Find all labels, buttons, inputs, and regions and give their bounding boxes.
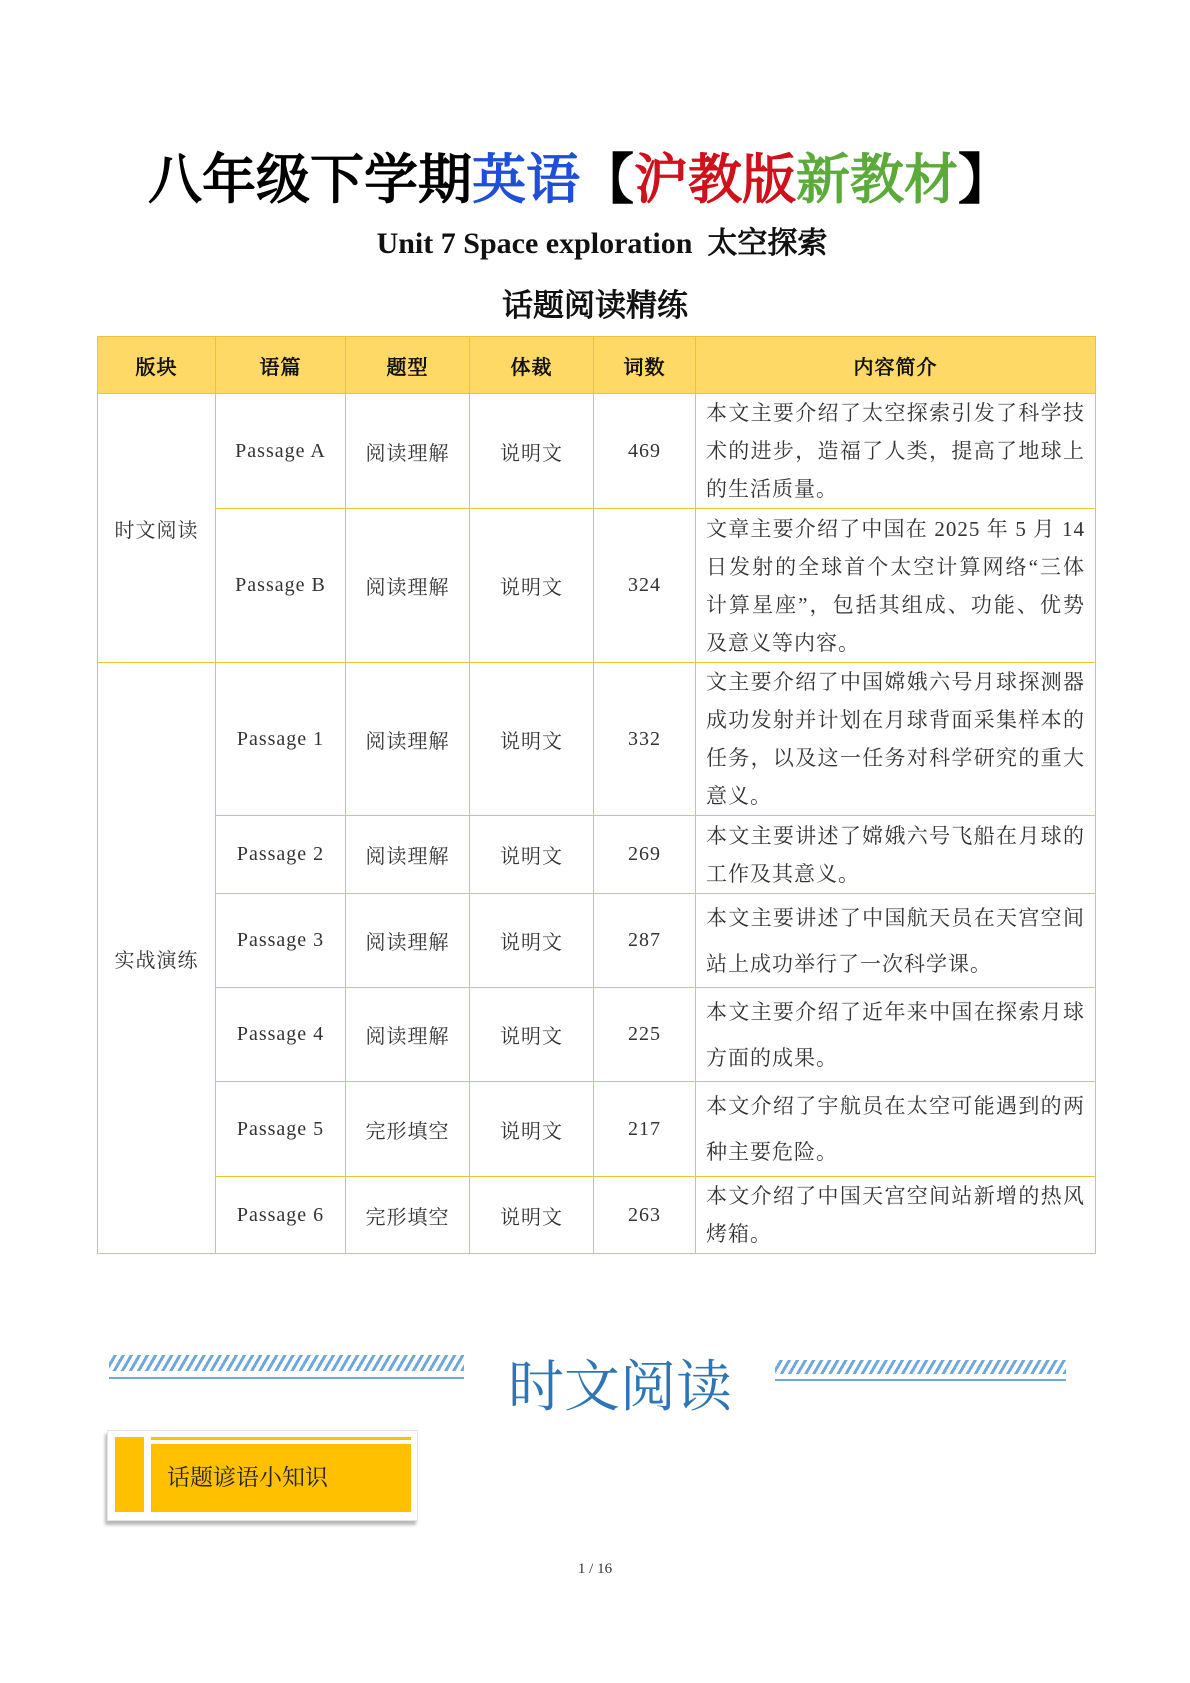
summary-cell: 本文主要介绍了近年来中国在探索月球方面的成果。: [696, 988, 1096, 1082]
box-label: 话题谚语小知识: [167, 1465, 328, 1490]
word-count-cell: 332: [594, 663, 696, 816]
banner-right-rule: [775, 1379, 1066, 1381]
genre-cell: 说明文: [470, 894, 594, 988]
summary-cell: 本文主要介绍了太空探索引发了科学技术的进步，造福了人类，提高了地球上的生活质量。: [696, 394, 1096, 509]
summary-cell: 文章主要介绍了中国在 2025 年 5 月 14 日发射的全球首个太空计算网络“三体计算星座”，包括其组成、功能、优势及意义等内容。: [696, 509, 1096, 663]
word-count-cell: 217: [594, 1082, 696, 1177]
topic-proverb-box: [107, 1430, 418, 1521]
column-header-summary: 内容简介: [696, 337, 1096, 394]
genre-cell: 说明文: [470, 816, 594, 894]
title-bracket-open: 【: [580, 148, 634, 211]
passage-cell: Passage 3: [216, 894, 346, 988]
task-type-cell: 阅读理解: [346, 894, 470, 988]
banner-left-stripes: [109, 1355, 464, 1371]
summary-cell: 本文介绍了中国天宫空间站新增的热风烤箱。: [696, 1177, 1096, 1254]
task-type-cell: 阅读理解: [346, 988, 470, 1082]
title-bracket-close: 】: [958, 148, 1012, 211]
task-type-cell: 阅读理解: [346, 509, 470, 663]
table-row: [98, 816, 1096, 894]
table-row: [98, 1082, 1096, 1177]
task-type-cell: 阅读理解: [346, 816, 470, 894]
document-title: [0, 144, 1160, 216]
title-publisher: 沪教版: [634, 148, 796, 211]
title-subject: 英语: [472, 148, 580, 211]
word-count-cell: 225: [594, 988, 696, 1082]
table-row: [98, 663, 1096, 816]
box-accent-strip: [115, 1437, 144, 1512]
table-row: [98, 509, 1096, 663]
genre-cell: 说明文: [470, 1082, 594, 1177]
passage-cell: Passage 2: [216, 816, 346, 894]
passage-cell: Passage 5: [216, 1082, 346, 1177]
box-top-rule: [151, 1437, 411, 1440]
genre-cell: 说明文: [470, 509, 594, 663]
task-type-cell: 完形填空: [346, 1082, 470, 1177]
column-header-passage: 语篇: [216, 337, 346, 394]
overview-heading: 话题阅读精练: [502, 288, 688, 324]
table-row: [98, 988, 1096, 1082]
section-group-cell: 时文阅读: [98, 394, 216, 663]
table-row: [98, 894, 1096, 988]
box-label-panel: [151, 1444, 411, 1512]
passage-cell: Passage 4: [216, 988, 346, 1082]
word-count-cell: 269: [594, 816, 696, 894]
word-count-cell: 263: [594, 1177, 696, 1254]
passage-overview-table: [97, 336, 1096, 1254]
title-new-textbook: 新教材: [796, 148, 958, 211]
task-type-cell: 完形填空: [346, 1177, 470, 1254]
passage-cell: Passage 6: [216, 1177, 346, 1254]
banner-left-rule: [109, 1377, 464, 1379]
task-type-cell: 阅读理解: [346, 663, 470, 816]
summary-cell: 本文主要讲述了中国航天员在天宫空间站上成功举行了一次科学课。: [696, 894, 1096, 988]
section-group-cell: 实战演练: [98, 663, 216, 1254]
column-header-task-type: 题型: [346, 337, 470, 394]
genre-cell: 说明文: [470, 1177, 594, 1254]
table-row: [98, 1177, 1096, 1254]
passage-cell: Passage 1: [216, 663, 346, 816]
genre-cell: 说明文: [470, 988, 594, 1082]
word-count-cell: 469: [594, 394, 696, 509]
summary-cell: 文主要介绍了中国嫦娥六号月球探测器成功发射并计划在月球背面采集样本的任务，以及这一任务对科学研究的重大意义。: [696, 663, 1096, 816]
column-header-genre: 体裁: [470, 337, 594, 394]
title-grade-term: 八年级下学期: [148, 148, 472, 211]
word-count-cell: 324: [594, 509, 696, 663]
unit-subtitle: Unit 7 Space exploration 太空探索: [376, 227, 828, 260]
passage-cell: Passage A: [216, 394, 346, 509]
banner-right-stripes: [775, 1360, 1066, 1374]
summary-cell: 本文主要讲述了嫦娥六号飞船在月球的工作及其意义。: [696, 816, 1096, 894]
section-banner-title: 时文阅读: [508, 1355, 732, 1420]
passage-cell: Passage B: [216, 509, 346, 663]
column-header-section: 版块: [98, 337, 216, 394]
table-header-row: [98, 337, 1096, 394]
genre-cell: 说明文: [470, 663, 594, 816]
word-count-cell: 287: [594, 894, 696, 988]
table-row: [98, 394, 1096, 509]
summary-cell: 本文介绍了宇航员在太空可能遇到的两种主要危险。: [696, 1082, 1096, 1177]
task-type-cell: 阅读理解: [346, 394, 470, 509]
genre-cell: 说明文: [470, 394, 594, 509]
page-number: 1 / 16: [577, 1561, 613, 1577]
column-header-word-count: 词数: [594, 337, 696, 394]
